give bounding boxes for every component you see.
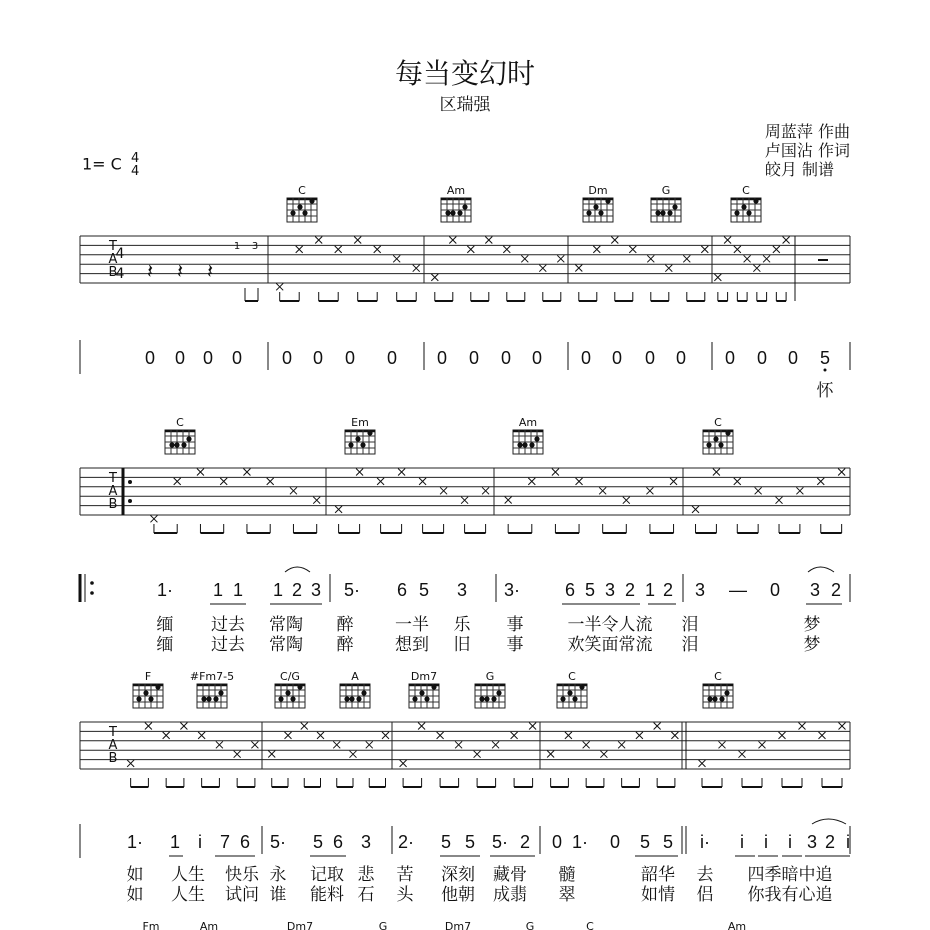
jianpu-note: 0 (468, 348, 480, 368)
jianpu-note: 0 (724, 348, 736, 368)
chord-dot (424, 696, 429, 701)
chord-dot (355, 436, 360, 441)
lyric-line1: 韶华 (641, 865, 675, 885)
chord-dot (169, 442, 174, 447)
chord-dot (713, 436, 718, 441)
jianpu-note: 0 (609, 832, 621, 852)
chord-dot (560, 696, 565, 701)
chord-dot (445, 210, 450, 215)
chord-dot (572, 696, 577, 701)
chord-dot (522, 442, 527, 447)
chord-dot (567, 690, 572, 695)
jianpu-note: 0 (281, 348, 293, 368)
chord-dot (302, 210, 307, 215)
footer-chord-name: C (586, 920, 594, 930)
chord-dot (278, 696, 283, 701)
jianpu-note: 1· (571, 832, 589, 852)
chord-dot (667, 210, 672, 215)
chord-dot (724, 690, 729, 695)
quarter-rest: 𝄽 (146, 259, 154, 283)
jianpu-note: 2 (519, 832, 531, 852)
jianpu-note: 3 (604, 580, 616, 600)
repeat-dot (128, 499, 132, 503)
time-sig-top: 4 (130, 151, 140, 166)
lyric-line1: 事 (506, 615, 524, 635)
chord-dot (155, 684, 160, 689)
chord-dot (290, 696, 295, 701)
lyric-line2: 缅 (156, 635, 174, 655)
tab-clef-letter: T (109, 725, 117, 740)
tab-clef-letter: B (108, 497, 118, 512)
lyricist-credit: 卢国沾 作词 (764, 141, 850, 160)
lyric-line1: 常陶 (269, 615, 303, 635)
repeat-dot (90, 591, 94, 595)
chord-dot (718, 442, 723, 447)
chord-dot (419, 690, 424, 695)
chord-dot (148, 696, 153, 701)
quarter-rest: 𝄽 (176, 259, 184, 283)
lyric-line2: 试问 (225, 885, 259, 905)
chord-dot (529, 442, 534, 447)
lyric-line1: 悲 (357, 865, 375, 885)
chord-dot (496, 690, 501, 695)
lyric-line1: 快乐 (225, 865, 259, 885)
quarter-rest: 𝄽 (206, 259, 214, 283)
lyric-line1: 缅 (156, 615, 174, 635)
chord-name: C/G (280, 670, 300, 683)
jianpu-note: 1· (156, 580, 174, 600)
lyric-line2: 翠 (558, 885, 576, 905)
chord-dot (206, 696, 211, 701)
chord-dot (297, 684, 302, 689)
repeat-dot (90, 581, 94, 585)
jianpu-note: 3 (806, 832, 818, 852)
chord-dot (297, 204, 302, 209)
lyric-line1: 苦 (396, 865, 414, 885)
jianpu-note: 7 (219, 832, 231, 852)
footer-chord-name: G (378, 920, 388, 930)
jianpu-note: 3 (310, 580, 322, 600)
chord-name: #Fm7-5 (189, 670, 235, 683)
repeat-dot (128, 480, 132, 484)
lyric-line2: 过去 (211, 635, 245, 655)
lyric-line2: 谁 (269, 885, 287, 905)
jianpu-note: 0 (769, 580, 781, 600)
jianpu-note: i· (700, 832, 710, 852)
chord-dot (450, 210, 455, 215)
chord-dot (309, 198, 314, 203)
lyric-line1: 乐 (453, 615, 471, 635)
jianpu-note: 1 (644, 580, 656, 600)
chord-name: C (298, 184, 306, 197)
tab-fret-number: 1 (233, 241, 241, 252)
jianpu-note: i (764, 832, 768, 852)
jianpu-note: 5· (269, 832, 287, 852)
lyric-line1: 藏骨 (493, 865, 527, 885)
jianpu-note: 0 (611, 348, 623, 368)
jianpu-note: 2 (824, 832, 836, 852)
chord-dot (143, 690, 148, 695)
jianpu-note: 0 (174, 348, 186, 368)
jianpu-note: 5 (819, 348, 831, 368)
lyric-line1: 如 (126, 865, 144, 885)
chord-dot (285, 690, 290, 695)
lyric-line1: 泪 (681, 615, 699, 635)
lyric-line2: 醉 (336, 635, 354, 655)
lyric-line1: 过去 (211, 615, 245, 635)
lyric-line2: 常陶 (269, 635, 303, 655)
tab-clef-letter: T (109, 239, 117, 254)
chord-dot (579, 684, 584, 689)
chord-dot (356, 696, 361, 701)
chord-dot (712, 696, 717, 701)
lyric-line2: 如 (126, 885, 144, 905)
lyric-line1: 梦 (803, 615, 821, 635)
key-label: 1= C (82, 154, 122, 174)
jianpu-note: i (740, 832, 744, 852)
jianpu-note: 3 (456, 580, 468, 600)
chord-dot (725, 430, 730, 435)
jianpu-note: 1· (126, 832, 144, 852)
chord-dot (491, 696, 496, 701)
jianpu-note: 5 (418, 580, 430, 600)
chord-name: C (714, 416, 722, 429)
chord-name: G (661, 184, 671, 197)
jianpu-note: 0 (675, 348, 687, 368)
jianpu-note: 5 (464, 832, 476, 852)
chord-dot (707, 696, 712, 701)
song-title: 每当变幻时 (394, 57, 535, 90)
jianpu-note: 1 (232, 580, 244, 600)
chord-name: C (176, 416, 184, 429)
footer-chord-name: Fm (142, 920, 160, 930)
jianpu-note: 2 (662, 580, 674, 600)
lyric-line2: 如情 (641, 885, 675, 905)
chord-name: Em (351, 416, 369, 429)
chord-dot (290, 210, 295, 215)
jianpu-note: 0 (312, 348, 324, 368)
jianpu-note: 2· (397, 832, 415, 852)
jianpu-note: 2 (830, 580, 842, 600)
lyric-line2: 他朝 (441, 885, 475, 905)
chord-dot (746, 210, 751, 215)
lyric-line1: 醉 (336, 615, 354, 635)
footer-chord-name: Dm7 (444, 920, 472, 930)
chord-dot (484, 696, 489, 701)
jianpu-note: 0 (580, 348, 592, 368)
jianpu-note: 0 (202, 348, 214, 368)
chord-dot (186, 436, 191, 441)
chord-dot (605, 198, 610, 203)
jianpu-note: 1 (212, 580, 224, 600)
jianpu-note: 0 (231, 348, 243, 368)
jianpu-note: 5 (440, 832, 452, 852)
chord-dot (201, 696, 206, 701)
chord-dot (706, 442, 711, 447)
jianpu-note: — (729, 580, 747, 600)
jianpu-note: 0 (787, 348, 799, 368)
chord-dot (660, 210, 665, 215)
lyric-char: 怀 (816, 381, 834, 401)
chord-dot (344, 696, 349, 701)
jianpu-note: 5 (639, 832, 651, 852)
lyric-line1: 一半 (395, 615, 429, 635)
jianpu-note: 2 (291, 580, 303, 600)
jianpu-note: 3· (503, 580, 521, 600)
tie-arc (808, 567, 834, 572)
chord-dot (593, 204, 598, 209)
jianpu-note: 0 (756, 348, 768, 368)
tab-fret-number: 3 (251, 241, 259, 252)
chord-dot (753, 198, 758, 203)
jianpu-note: 5· (343, 580, 361, 600)
chord-name: C (742, 184, 750, 197)
jianpu-note: 3 (360, 832, 372, 852)
chord-dot (360, 442, 365, 447)
jianpu-note: 0 (551, 832, 563, 852)
jianpu-note: 1 (272, 580, 284, 600)
chord-dot (367, 430, 372, 435)
lyric-line1: 一半令人流 (567, 615, 653, 635)
tab-clef-letter: A (108, 252, 118, 267)
lyric-line1: 人生 (171, 865, 205, 885)
chord-dot (655, 210, 660, 215)
lyric-line2: 头 (396, 885, 414, 905)
jianpu-note: 5· (491, 832, 509, 852)
tab-clef-letter: B (108, 751, 118, 766)
jianpu-note: 6 (239, 832, 251, 852)
jianpu-note: 6 (332, 832, 344, 852)
footer-chord-name: Am (727, 920, 747, 930)
chord-dot (719, 696, 724, 701)
jianpu-note: 0 (344, 348, 356, 368)
jianpu-note: 0 (644, 348, 656, 368)
chord-dot (741, 204, 746, 209)
chord-dot (462, 204, 467, 209)
lyric-line1: 深刻 (441, 865, 475, 885)
chord-dot (479, 696, 484, 701)
chord-dot (431, 684, 436, 689)
chord-name: Dm7 (410, 670, 438, 683)
chord-dot (534, 436, 539, 441)
tab-clef-letter: A (108, 738, 118, 753)
jianpu-note: 5 (584, 580, 596, 600)
singer-name: 区瑞强 (439, 95, 491, 115)
lyric-line1: 永 (269, 865, 287, 885)
chord-name: F (144, 670, 152, 683)
tie-arc (285, 567, 310, 572)
lyric-line2: 石 (357, 885, 375, 905)
chord-dot (672, 204, 677, 209)
jianpu-note: 3 (694, 580, 706, 600)
lyric-line2: 你我有心追 (747, 885, 833, 905)
lyric-line2: 成翡 (493, 885, 527, 905)
jianpu-note: 0 (144, 348, 156, 368)
footer-chord-name: G (525, 920, 535, 930)
jianpu-note: 6 (396, 580, 408, 600)
jianpu-note: 0 (436, 348, 448, 368)
composer-credit: 周蓝萍 作曲 (764, 122, 850, 141)
chord-dot (174, 442, 179, 447)
footer-chord-name: Dm7 (286, 920, 314, 930)
jianpu-note: i (198, 832, 202, 852)
lyric-line1: 髓 (558, 865, 576, 885)
chord-dot (348, 442, 353, 447)
chord-name: Am (446, 184, 466, 197)
lyric-line2: 梦 (803, 635, 821, 655)
chord-dot (517, 442, 522, 447)
lyric-line1: 去 (696, 865, 714, 885)
lyric-line2: 能料 (310, 885, 344, 905)
jianpu-note: 0 (531, 348, 543, 368)
chord-dot (361, 690, 366, 695)
jianpu-note: 3 (809, 580, 821, 600)
chord-name: C (568, 670, 576, 683)
jianpu-note: 1 (169, 832, 181, 852)
chord-name: Dm (588, 184, 608, 197)
tab-clef-letter: T (109, 471, 117, 486)
chord-dot (734, 210, 739, 215)
jianpu-note: 5 (662, 832, 674, 852)
chord-dot (457, 210, 462, 215)
arranger-credit: 皎月 制谱 (764, 160, 834, 179)
lyric-line2: 欢笑面常流 (567, 635, 653, 655)
chord-dot (598, 210, 603, 215)
tab-time-top: 4 (115, 246, 125, 262)
lyric-line1: 四季暗中追 (747, 865, 833, 885)
tie-arc (812, 819, 846, 824)
chord-dot (181, 442, 186, 447)
tab-time-bottom: 4 (115, 266, 125, 282)
lyric-line2: 事 (506, 635, 524, 655)
jianpu-note: i (846, 832, 850, 852)
jianpu-note: 5 (312, 832, 324, 852)
chord-dot (213, 696, 218, 701)
jianpu-note: 6 (564, 580, 576, 600)
jianpu-note: 0 (500, 348, 512, 368)
jianpu-note: 2 (624, 580, 636, 600)
chord-name: A (351, 670, 359, 683)
lyric-line1: 记取 (310, 865, 344, 885)
chord-dot (136, 696, 141, 701)
chord-name: Am (518, 416, 538, 429)
chord-name: G (485, 670, 495, 683)
chord-dot (412, 696, 417, 701)
footer-chord-name: Am (199, 920, 219, 930)
lyric-line2: 旧 (453, 635, 471, 655)
lyric-line2: 人生 (171, 885, 205, 905)
lyric-line2: 想到 (395, 635, 429, 655)
time-sig-bottom: 4 (130, 164, 140, 179)
chord-dot (218, 690, 223, 695)
chord-dot (586, 210, 591, 215)
tab-clef-letter: A (108, 484, 118, 499)
chord-name: C (714, 670, 722, 683)
tab-clef-letter: B (108, 265, 118, 280)
lyric-line2: 泪 (681, 635, 699, 655)
chord-dot (349, 696, 354, 701)
lyric-line2: 侣 (696, 885, 714, 905)
jianpu-note: 0 (386, 348, 398, 368)
jianpu-note: i (788, 832, 792, 852)
